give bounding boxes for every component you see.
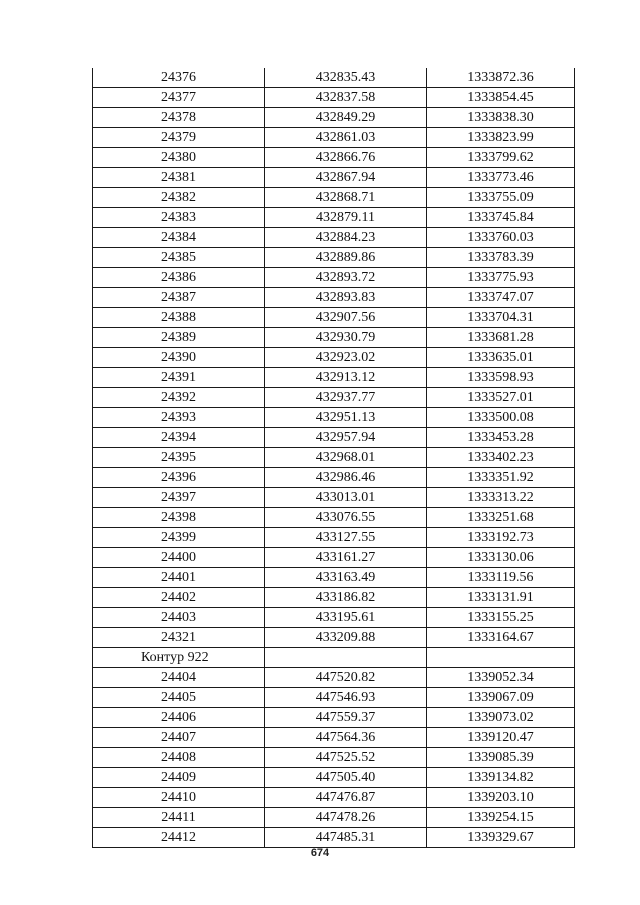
x-coordinate-cell: 433163.49: [265, 568, 427, 588]
x-coordinate-cell: 432889.86: [265, 248, 427, 268]
y-coordinate-cell: 1333823.99: [427, 128, 575, 148]
table-row: [93, 248, 575, 268]
y-coordinate-cell: 1333527.01: [427, 388, 575, 408]
point-id-cell: 24401: [93, 568, 265, 588]
x-coordinate-cell: 432866.76: [265, 148, 427, 168]
table-row: [93, 288, 575, 308]
table-row: [93, 568, 575, 588]
table-row: [93, 328, 575, 348]
table-row: [93, 268, 575, 288]
point-id-cell: 24405: [93, 688, 265, 708]
point-id-cell: 24398: [93, 508, 265, 528]
x-coordinate-cell: 447525.52: [265, 748, 427, 768]
y-coordinate-cell: 1333838.30: [427, 108, 575, 128]
point-id-cell: 24404: [93, 668, 265, 688]
table-row: [93, 368, 575, 388]
table-row: [93, 388, 575, 408]
y-coordinate-cell: 1333500.08: [427, 408, 575, 428]
y-coordinate-cell: 1333313.22: [427, 488, 575, 508]
y-coordinate-cell: 1333799.62: [427, 148, 575, 168]
table-row: [93, 808, 575, 828]
y-coordinate-cell: 1333760.03: [427, 228, 575, 248]
y-coordinate-cell: 1339052.34: [427, 668, 575, 688]
x-coordinate-cell: 433195.61: [265, 608, 427, 628]
point-id-cell: 24406: [93, 708, 265, 728]
y-coordinate-cell: 1333755.09: [427, 188, 575, 208]
point-id-cell: 24384: [93, 228, 265, 248]
x-coordinate-cell: 433161.27: [265, 548, 427, 568]
x-coordinate-cell: 432893.72: [265, 268, 427, 288]
table-row: [93, 728, 575, 748]
point-id-cell: 24386: [93, 268, 265, 288]
y-coordinate-cell: 1339067.09: [427, 688, 575, 708]
point-id-cell: 24407: [93, 728, 265, 748]
y-coordinate-cell: 1333155.25: [427, 608, 575, 628]
y-coordinate-cell: 1333681.28: [427, 328, 575, 348]
x-coordinate-cell: 432986.46: [265, 468, 427, 488]
table-row: [93, 768, 575, 788]
y-coordinate-cell: 1339203.10: [427, 788, 575, 808]
page-number: 674: [310, 847, 330, 859]
table-row: [93, 548, 575, 568]
x-coordinate-cell: 447478.26: [265, 808, 427, 828]
x-coordinate-cell: 432923.02: [265, 348, 427, 368]
x-coordinate-cell: 432930.79: [265, 328, 427, 348]
point-id-cell: 24391: [93, 368, 265, 388]
point-id-cell: 24408: [93, 748, 265, 768]
x-coordinate-cell: 432884.23: [265, 228, 427, 248]
table-row: [93, 788, 575, 808]
table-row: [93, 428, 575, 448]
x-coordinate-cell: 432837.58: [265, 88, 427, 108]
x-coordinate-cell: 447546.93: [265, 688, 427, 708]
point-id-cell: 24395: [93, 448, 265, 468]
x-coordinate-cell: 433186.82: [265, 588, 427, 608]
point-id-cell: 24378: [93, 108, 265, 128]
y-coordinate-cell: 1333351.92: [427, 468, 575, 488]
x-coordinate-cell: 447559.37: [265, 708, 427, 728]
y-coordinate-cell: 1339073.02: [427, 708, 575, 728]
table-row: [93, 488, 575, 508]
y-coordinate-cell: 1339329.67: [427, 828, 575, 848]
y-coordinate-cell: 1333130.06: [427, 548, 575, 568]
x-coordinate-cell: 432913.12: [265, 368, 427, 388]
y-coordinate-cell: 1339120.47: [427, 728, 575, 748]
y-coordinate-cell: 1333131.91: [427, 588, 575, 608]
x-coordinate-cell: 447505.40: [265, 768, 427, 788]
x-coordinate-cell: 432957.94: [265, 428, 427, 448]
point-id-cell: 24382: [93, 188, 265, 208]
table-row: [93, 628, 575, 648]
point-id-cell: 24383: [93, 208, 265, 228]
y-coordinate-cell: 1339085.39: [427, 748, 575, 768]
section-label: Контур 922: [93, 648, 265, 668]
point-id-cell: 24392: [93, 388, 265, 408]
y-coordinate-cell: 1339134.82: [427, 768, 575, 788]
point-id-cell: 24381: [93, 168, 265, 188]
coordinates-table: [92, 68, 575, 848]
point-id-cell: 24377: [93, 88, 265, 108]
x-coordinate-cell: 432879.11: [265, 208, 427, 228]
y-coordinate-cell: 1333872.36: [427, 68, 575, 88]
point-id-cell: 24387: [93, 288, 265, 308]
point-id-cell: 24390: [93, 348, 265, 368]
table-row: [93, 828, 575, 848]
table-row: [93, 228, 575, 248]
y-coordinate-cell: 1333704.31: [427, 308, 575, 328]
x-coordinate-cell: 433076.55: [265, 508, 427, 528]
table-row: [93, 148, 575, 168]
point-id-cell: 24411: [93, 808, 265, 828]
table-row: [93, 668, 575, 688]
y-coordinate-cell: 1333775.93: [427, 268, 575, 288]
table-row: [93, 448, 575, 468]
point-id-cell: 24399: [93, 528, 265, 548]
y-coordinate-cell: 1333119.56: [427, 568, 575, 588]
point-id-cell: 24397: [93, 488, 265, 508]
y-coordinate-cell: 1333635.01: [427, 348, 575, 368]
y-coordinate-cell: 1333747.07: [427, 288, 575, 308]
section-header-row: [93, 648, 575, 668]
table-row: [93, 588, 575, 608]
point-id-cell: 24389: [93, 328, 265, 348]
table-row: [93, 748, 575, 768]
point-id-cell: 24409: [93, 768, 265, 788]
table-row: [93, 688, 575, 708]
y-coordinate-cell: 1339254.15: [427, 808, 575, 828]
table-row: [93, 468, 575, 488]
x-coordinate-cell: 447485.31: [265, 828, 427, 848]
x-coordinate-cell: 432835.43: [265, 68, 427, 88]
x-coordinate-cell: 432849.29: [265, 108, 427, 128]
table-row: [93, 308, 575, 328]
x-coordinate-cell: 432968.01: [265, 448, 427, 468]
x-coordinate-cell: 433127.55: [265, 528, 427, 548]
point-id-cell: 24321: [93, 628, 265, 648]
empty-cell: [427, 648, 575, 668]
table-row: [93, 508, 575, 528]
y-coordinate-cell: 1333164.67: [427, 628, 575, 648]
point-id-cell: 24380: [93, 148, 265, 168]
y-coordinate-cell: 1333745.84: [427, 208, 575, 228]
point-id-cell: 24394: [93, 428, 265, 448]
x-coordinate-cell: 433013.01: [265, 488, 427, 508]
y-coordinate-cell: 1333783.39: [427, 248, 575, 268]
point-id-cell: 24410: [93, 788, 265, 808]
x-coordinate-cell: 432893.83: [265, 288, 427, 308]
y-coordinate-cell: 1333251.68: [427, 508, 575, 528]
point-id-cell: 24388: [93, 308, 265, 328]
x-coordinate-cell: 447564.36: [265, 728, 427, 748]
y-coordinate-cell: 1333598.93: [427, 368, 575, 388]
point-id-cell: 24379: [93, 128, 265, 148]
point-id-cell: 24396: [93, 468, 265, 488]
x-coordinate-cell: 432868.71: [265, 188, 427, 208]
table-row: [93, 168, 575, 188]
table-row: [93, 188, 575, 208]
x-coordinate-cell: 432861.03: [265, 128, 427, 148]
table-row: [93, 348, 575, 368]
x-coordinate-cell: 432907.56: [265, 308, 427, 328]
x-coordinate-cell: 432937.77: [265, 388, 427, 408]
point-id-cell: 24400: [93, 548, 265, 568]
point-id-cell: 24402: [93, 588, 265, 608]
coordinates-table-body: [93, 68, 575, 848]
y-coordinate-cell: 1333453.28: [427, 428, 575, 448]
empty-cell: [265, 648, 427, 668]
point-id-cell: 24403: [93, 608, 265, 628]
point-id-cell: 24393: [93, 408, 265, 428]
y-coordinate-cell: 1333192.73: [427, 528, 575, 548]
table-row: [93, 708, 575, 728]
x-coordinate-cell: 432867.94: [265, 168, 427, 188]
point-id-cell: 24412: [93, 828, 265, 848]
y-coordinate-cell: 1333402.23: [427, 448, 575, 468]
table-row: [93, 128, 575, 148]
x-coordinate-cell: 447520.82: [265, 668, 427, 688]
x-coordinate-cell: 447476.87: [265, 788, 427, 808]
point-id-cell: 24376: [93, 68, 265, 88]
point-id-cell: 24385: [93, 248, 265, 268]
table-row: [93, 88, 575, 108]
table-row: [93, 408, 575, 428]
x-coordinate-cell: 432951.13: [265, 408, 427, 428]
y-coordinate-cell: 1333854.45: [427, 88, 575, 108]
y-coordinate-cell: 1333773.46: [427, 168, 575, 188]
table-row: [93, 208, 575, 228]
table-row: [93, 608, 575, 628]
x-coordinate-cell: 433209.88: [265, 628, 427, 648]
table-row: [93, 528, 575, 548]
table-row: [93, 68, 575, 88]
table-row: [93, 108, 575, 128]
